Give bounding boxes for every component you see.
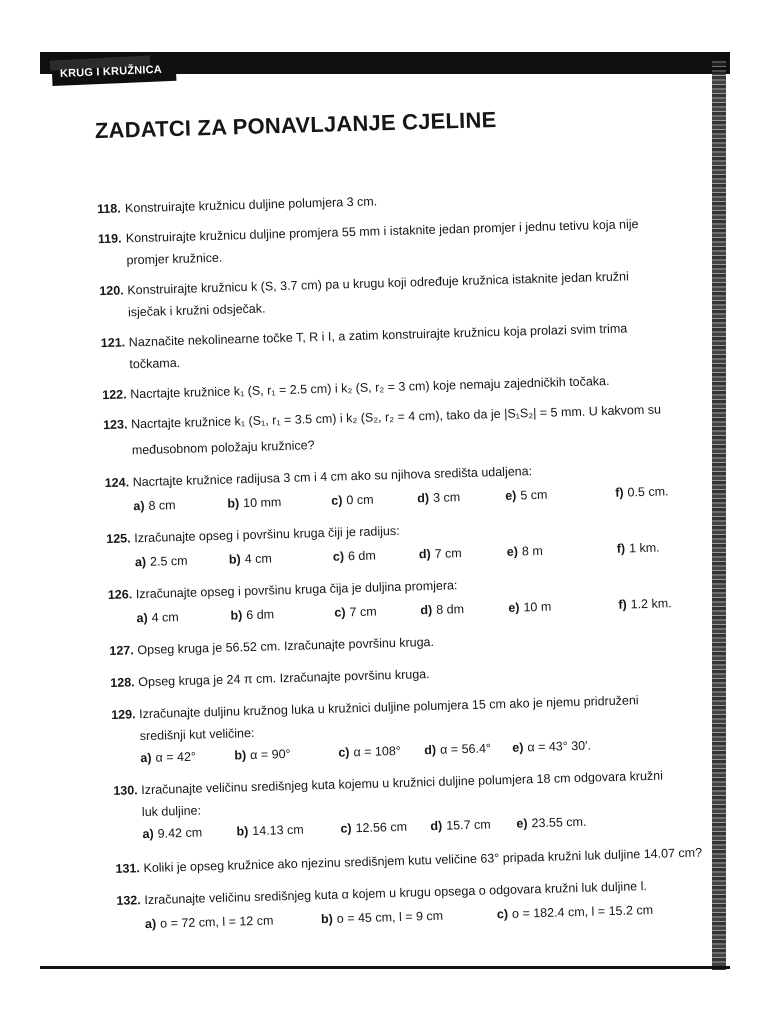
answer-item: e) 10 m <box>508 599 552 615</box>
answer-item: b) o = 45 cm, l = 9 cm <box>320 908 444 927</box>
problem-text: Izračunajte duljinu kružnog luka u kružnici duljine polumjera 15 cm ako je njemu pridruženi <box>139 693 639 722</box>
problem-number: 129. <box>111 707 136 722</box>
problem-131 <box>115 842 703 880</box>
problem-number: 123. <box>102 417 128 433</box>
problem-text-cont: promjer kružnice. <box>126 250 223 268</box>
problem-number: 132. <box>116 893 141 908</box>
problem-text: Naznačite nekolinearne točke T, R i I, a zatim konstruirajte kružnicu koja prolazi svim trima <box>128 321 628 350</box>
answer-item: e) α = 43° 30′. <box>512 738 592 755</box>
answer-item: a) 9.42 cm <box>142 825 203 842</box>
answer-item: e) 8 m <box>506 543 543 559</box>
answer-item: f) 0.5 cm. <box>615 484 669 500</box>
problem-number: 122. <box>102 387 127 403</box>
answer-item: c) α = 108° <box>338 743 401 760</box>
problem-text: Nacrtajte kružnice k₁ (S, r₁ = 2.5 cm) i k₂ (S, r₂ = 3 cm) koje nemaju zajedničkih točaka. <box>130 373 610 402</box>
problem-number: 124. <box>104 475 130 491</box>
problem-text: Nacrtajte kružnice radijusa 3 cm i 4 cm ako su njihova središta udaljena: <box>132 464 533 490</box>
problem-number: 121. <box>100 335 126 351</box>
answer-item: c) o = 182.4 cm, l = 15.2 cm <box>496 902 654 922</box>
problem-text: Konstruirajte kružnicu duljine polumjera 3 cm. <box>124 194 378 216</box>
problem-120 <box>99 264 660 324</box>
problem-number: 127. <box>109 643 134 658</box>
answer-item: d) 15.7 cm <box>430 817 491 834</box>
answer-item: b) α = 90° <box>234 746 291 763</box>
answer-item: f) 1 km. <box>616 540 660 556</box>
answer-item: e) 23.55 cm. <box>516 814 587 831</box>
problem-text-cont: luk duljine: <box>141 803 202 820</box>
problem-text-cont: međusobnom položaju kružnice? <box>131 438 315 458</box>
problem-text: Konstruirajte kružnicu k (S, 3.7 cm) pa u krugu koji određuje kružnica istaknite jedan kružni <box>127 269 629 298</box>
answer-item: b) 6 dm <box>230 607 275 623</box>
answer-item: d) α = 56.4° <box>424 741 492 758</box>
problem-text: Izračunajte veličinu središnjeg kuta α kojem u krugu opsega o odgovara kružni luk duljine l. <box>144 879 648 908</box>
answer-item: b) 14.13 cm <box>236 822 304 839</box>
problem-number: 118. <box>96 201 121 217</box>
problem-text: Izračunajte opseg i površinu kruga čiji je radijus: <box>134 523 400 546</box>
problem-119 <box>98 213 659 273</box>
answer-item: c) 0 cm <box>331 492 374 508</box>
answer-item: e) 5 cm <box>505 487 548 503</box>
answer-item: d) 7 cm <box>418 546 462 562</box>
page-content <box>91 0 719 1024</box>
answer-item: a) 8 cm <box>133 498 176 514</box>
problem-text: Koliki je opseg kružnice ako njezinu središnjem kutu veličine 63° pripada kružni luk duljine 14.07 cm? <box>143 845 703 876</box>
problem-number: 120. <box>99 283 124 299</box>
problem-number: 126. <box>107 587 133 602</box>
answer-item: c) 12.56 cm <box>340 819 408 836</box>
problem-128 <box>110 656 670 694</box>
answer-item: a) o = 72 cm, l = 12 cm <box>144 913 274 932</box>
answer-item: a) 2.5 cm <box>134 553 188 570</box>
problem-number: 119. <box>97 231 122 247</box>
answer-item: f) 1.2 km. <box>618 596 672 612</box>
problem-text: Opseg kruga je 24 π cm. Izračunajte površinu kruga. <box>138 667 430 690</box>
problem-123 <box>103 398 664 462</box>
problem-127 <box>109 624 669 662</box>
section-label: KRUG I KRUŽNICA <box>59 63 163 80</box>
problem-text-cont: središnji kut veličine: <box>139 725 255 744</box>
answer-item: d) 8 dm <box>420 602 465 618</box>
problem-text: Nacrtajte kružnice k₁ (S₁, r₁ = 3.5 cm) i k₂ (S₂, r₂ = 4 cm), tako da je |S₁S₂| = 5 mm. U kakvom su <box>130 402 662 432</box>
answer-item: b) 4 cm <box>228 551 273 567</box>
problem-number: 130. <box>113 783 138 798</box>
problem-121 <box>101 316 662 376</box>
problem-text: Izračunajte opseg i površinu kruga čija je duljina promjera: <box>135 578 458 602</box>
problem-number: 128. <box>110 675 135 690</box>
page-title: ZADATCI ZA PONAVLJANJE CJELINE <box>94 106 497 144</box>
answer-item: a) 4 cm <box>136 610 179 626</box>
problem-number: 131. <box>115 861 141 876</box>
problem-text: Opseg kruga je 56.52 cm. Izračunajte površinu kruga. <box>137 634 435 658</box>
problem-number: 125. <box>106 531 131 547</box>
problem-text: Izračunajte veličinu središnjeg kuta kojemu u kružnici duljine polumjera 18 cm odgovara kružni <box>141 768 664 798</box>
problem-text: Konstruirajte kružnicu duljine promjera 55 mm i istaknite jedan promjer i jednu tetivu koja nije <box>125 217 639 246</box>
answer-item: d) 3 cm <box>417 490 461 506</box>
problem-text-cont: točkama. <box>129 355 181 372</box>
answer-item: a) α = 42° <box>140 749 197 766</box>
problem-text-cont: isječak i kružni odsječak. <box>127 301 266 320</box>
answer-item: c) 6 dm <box>332 548 376 564</box>
answer-item: b) 10 mm <box>227 495 282 511</box>
answer-item: c) 7 cm <box>334 604 377 620</box>
